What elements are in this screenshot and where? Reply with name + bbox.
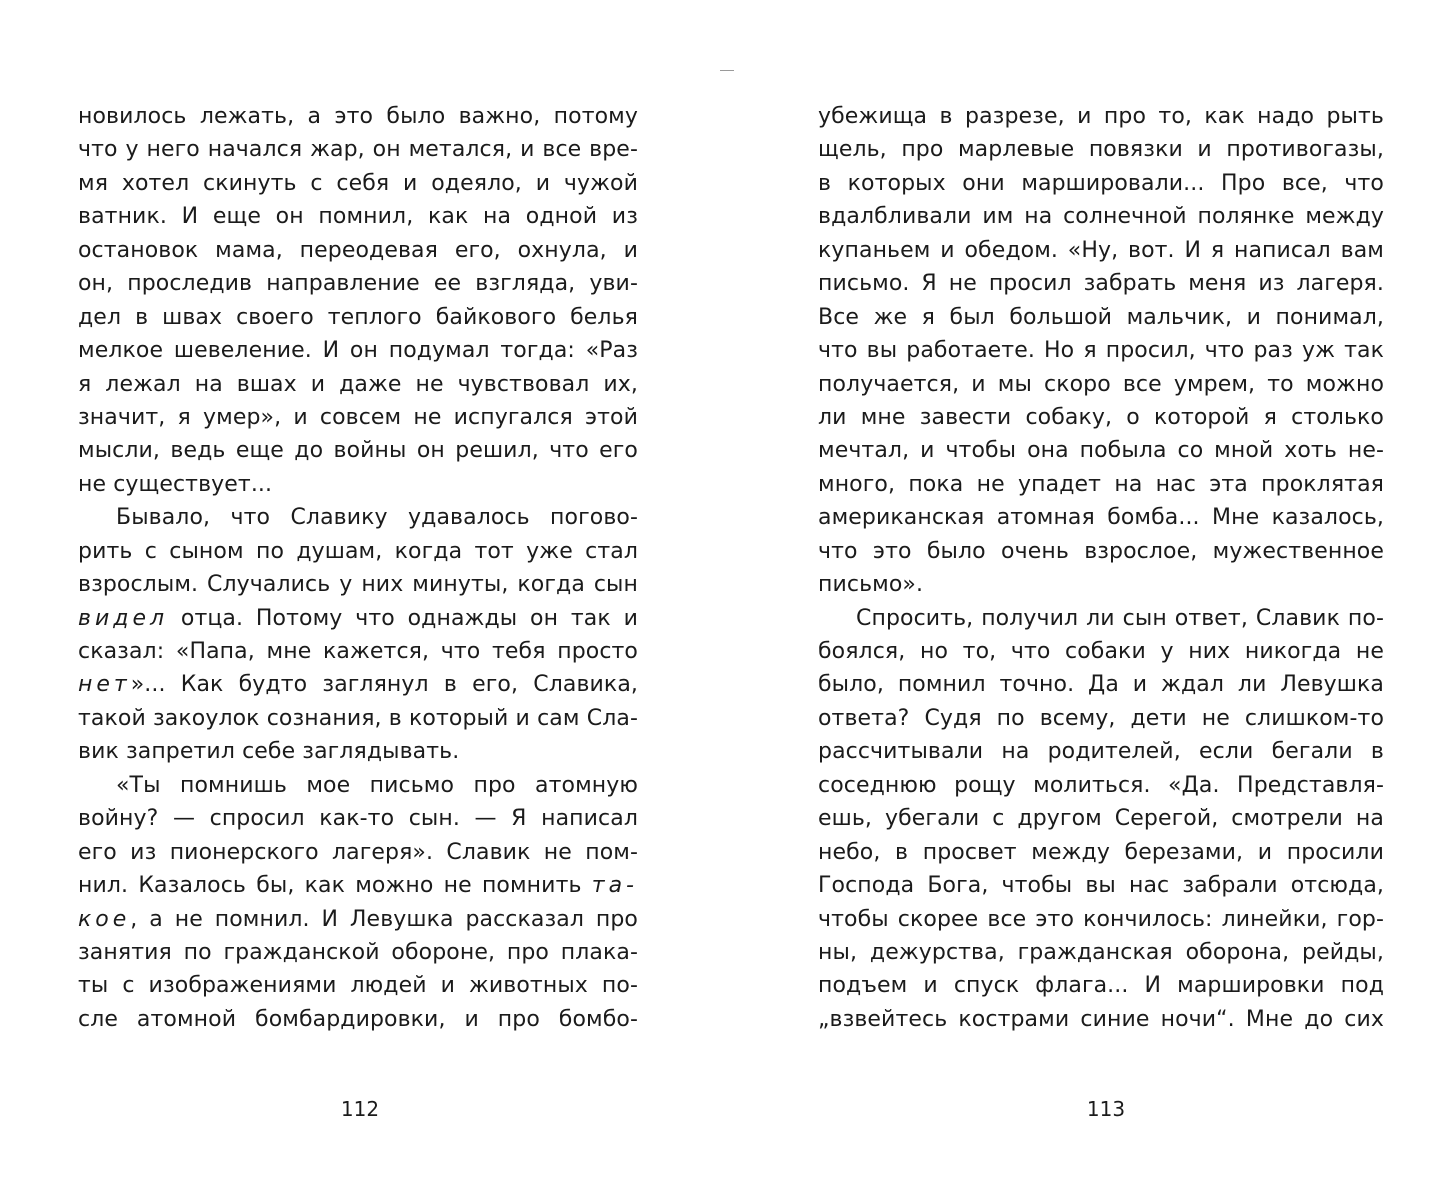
right-page-text — [818, 100, 1384, 1036]
text-line — [78, 903, 638, 936]
text-line: подъем и спуск флага... И маршировки под — [818, 973, 1384, 999]
text-line: мысли, ведь еще до войны он решил, что его — [78, 438, 638, 464]
text-line: Бывало, что Славику удавалось погово- — [116, 505, 638, 531]
text-line: что это было очень взрослое, мужественное — [818, 538, 1384, 564]
emphasized-word: та- — [591, 873, 638, 899]
text-line: мечтал, и чтобы она побыла со мной хоть не- — [818, 438, 1384, 464]
text-line: остановок мама, переодевая его, охнула, и — [78, 237, 638, 263]
text-line: боялся, но то, что собаки у них никогда не — [818, 639, 1384, 664]
text-line — [78, 668, 638, 701]
text-line: занятия по гражданской обороне, про плака- — [78, 939, 638, 965]
text-line: такой закоулок сознания, в который и сам Сла- — [78, 705, 638, 731]
text-line: мелкое шевеление. И он подумал тогда: «Раз — [78, 338, 638, 364]
text-line: американская атомная бомба... Мне казалось, — [818, 505, 1384, 531]
emphasized-word: нет — [78, 672, 131, 698]
text-line: Господа Бога, чтобы вы нас забрали отсюда, — [818, 873, 1384, 899]
text-line: не существует... — [78, 471, 273, 497]
text-line: щель, про марлевые повязки и противогазы, — [818, 137, 1384, 163]
left-page-text — [78, 100, 638, 1036]
text-line: я лежал на вшах и даже не чувствовал их, — [78, 371, 638, 397]
emphasized-word: видел — [78, 605, 169, 631]
text-line: было, помнил точно. Да и ждал ли Левушка — [818, 672, 1384, 698]
text-line: письмо». — [818, 572, 924, 598]
text-line — [78, 869, 638, 902]
text-line: купаньем и обедом. «Ну, вот. И я написал вам — [818, 237, 1384, 263]
right-page — [726, 0, 1453, 1197]
left-page-number: 112 — [340, 1097, 380, 1121]
text-line: значит, я умер», и совсем не испугался этой — [78, 404, 638, 430]
text-line: ны, дежурства, гражданская оборона, рейды, — [818, 939, 1384, 965]
left-page — [0, 0, 726, 1197]
text-line — [78, 602, 638, 635]
emphasized-word: кое — [78, 906, 131, 932]
line-segment: »... Как будто заглянул в его, Славика, — [130, 672, 638, 698]
text-line: ешь, убегали с другом Серегой, смотрели на — [818, 806, 1384, 832]
text-line: новилось лежать, а это было важно, потому — [78, 104, 638, 129]
text-line: сле атомной бомбардировки, и про бомбо- — [78, 1006, 638, 1032]
text-line: Спросить, получил ли сын ответ, Славик по- — [856, 605, 1384, 631]
text-line: взрослым. Случались у них минуты, когда сын — [78, 572, 638, 598]
text-line: сказал: «Папа, мне кажется, что тебя просто — [78, 639, 638, 664]
text-line: много, пока не упадет на нас эта проклятая — [818, 471, 1384, 497]
text-line: «Ты помнишь мое письмо про атомную — [116, 772, 638, 798]
text-line: он, проследив направление ее взгляда, уви- — [78, 271, 638, 297]
text-line: „взвейтесь кострами синие ночи“. Мне до сих — [818, 1006, 1384, 1032]
text-line: Все же я был большой мальчик, и понимал, — [818, 304, 1384, 330]
text-line: войну? — спросил как-то сын. — Я написал — [78, 806, 638, 832]
line-segment: отца. Потому что однажды он так и — [168, 605, 638, 631]
text-line: ватник. И еще он помнил, как на одной из — [78, 204, 638, 230]
text-line: в которых они маршировали... Про все, что — [818, 170, 1384, 196]
text-line: соседнюю рощу молиться. «Да. Представля- — [818, 772, 1384, 798]
text-line: рассчитывали на родителей, если бегали в — [818, 739, 1384, 765]
text-line: вдалбливали им на солнечной полянке между — [818, 204, 1384, 230]
text-line: вик запретил себе заглядывать. — [78, 739, 460, 765]
text-line: ты с изображениями людей и животных по- — [78, 973, 638, 999]
text-line: что у него начался жар, он метался, и все вре- — [78, 137, 638, 163]
text-line: мя хотел скинуть с себя и одеяло, и чужой — [78, 170, 638, 196]
text-line: рить с сыном по душам, когда тот уже стал — [78, 538, 638, 564]
text-line: письмо. Я не просил забрать меня из лагеря. — [818, 271, 1384, 297]
text-line: дел в швах своего теплого байкового белья — [78, 304, 638, 330]
text-line: убежища в разрезе, и про то, как надо рыть — [818, 104, 1384, 129]
text-line: ли мне завести собаку, о которой я столько — [818, 404, 1384, 430]
line-segment: нил. Казалось бы, как можно не помнить — [78, 873, 592, 899]
text-line: ответа? Судя по всему, дети не слишком-то — [818, 705, 1384, 731]
text-line: что вы работаете. Но я просил, что раз уж так — [818, 338, 1384, 364]
text-line: получается, и мы скоро все умрем, то можно — [818, 371, 1384, 397]
right-page-number: 113 — [1086, 1097, 1126, 1121]
line-segment: , а не помнил. И Левушка рассказал про — [130, 906, 638, 932]
text-line: чтобы скорее все это кончилось: линейки, гор- — [818, 906, 1384, 932]
text-line: его из пионерского лагеря». Славик не пом- — [78, 839, 638, 865]
text-line: небо, в просвет между березами, и просили — [818, 839, 1384, 865]
